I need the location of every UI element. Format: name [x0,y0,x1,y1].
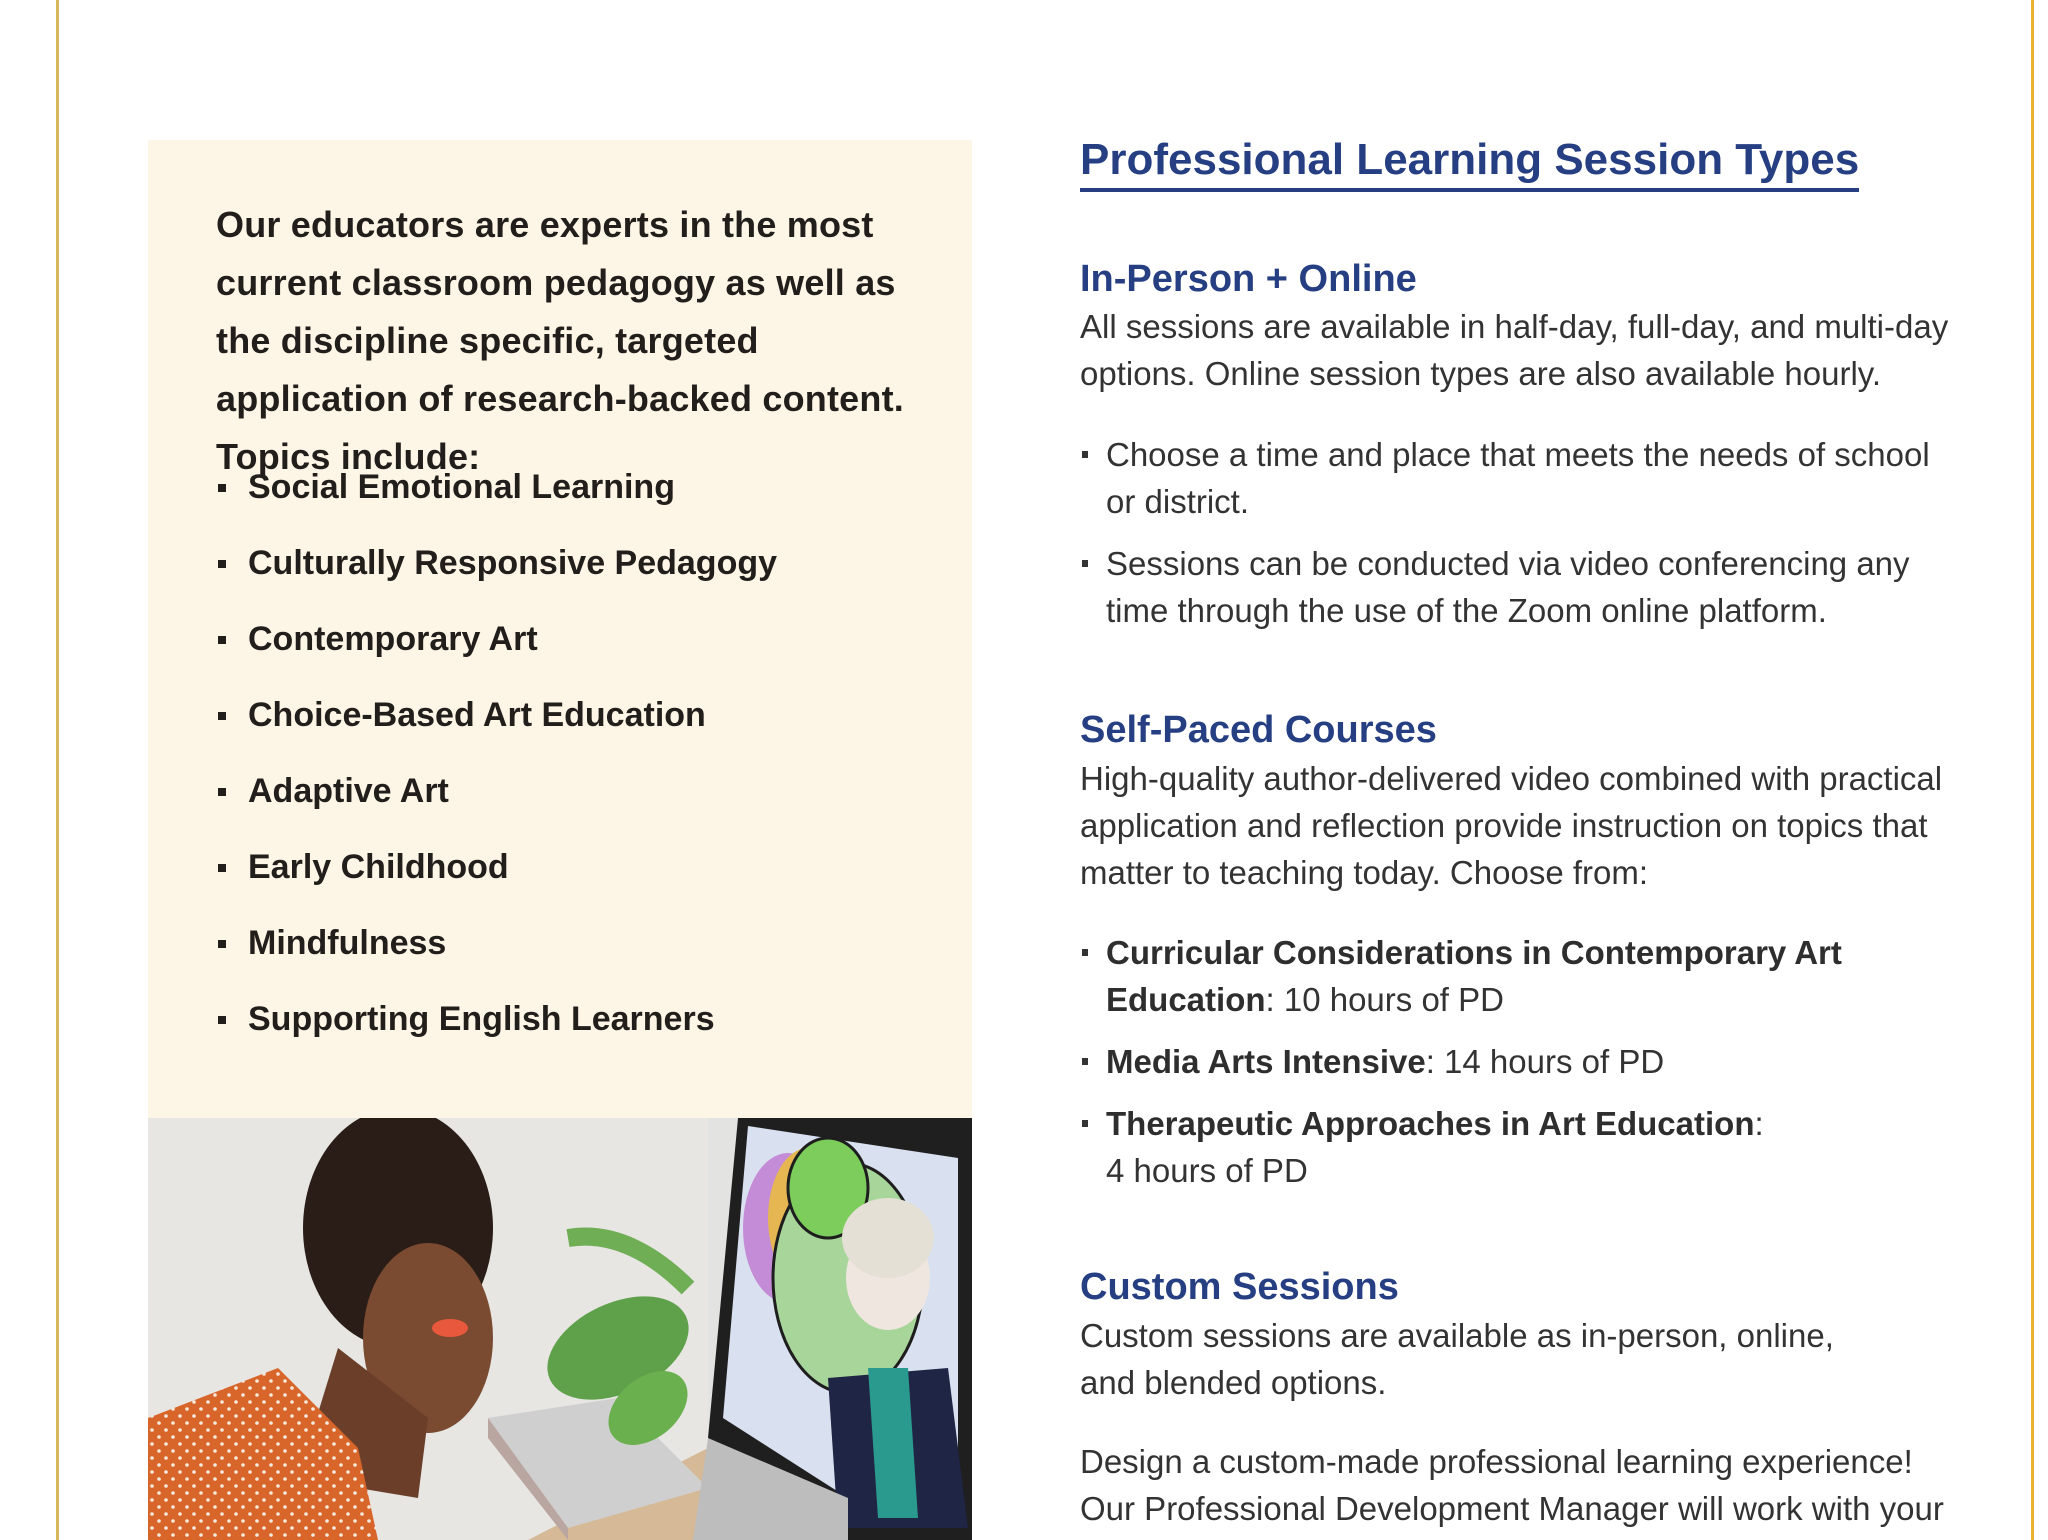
course-list [1080,929,1960,1209]
list-item: Sessions can be conducted via video conferencing any time through the use of the Zoom online platform. [1080,540,1960,634]
section-body: Custom sessions are available as in-person, online, and blended options. [1080,1317,1834,1401]
square-bullet-icon [218,484,226,492]
course-item: Curricular Considerations in Contemporary Art Education: 10 hours of PD [1080,929,1960,1023]
section-bullet-list [1080,431,1960,649]
square-bullet-icon [218,864,226,872]
online-learning-photo [148,1118,972,1540]
right-border-rule [2031,0,2034,1540]
section-body-continued: Design a custom-made professional learning experience! Our Professional Development Manager will work with your [1080,1443,1944,1527]
section-body: All sessions are available in half-day, full-day, and multi-day options. Online session types are also available hourly. [1080,308,1949,392]
topic-item: Choice-Based Art Education [216,694,936,770]
topic-item: Supporting English Learners [216,998,936,1074]
course-item: Media Arts Intensive: 14 hours of PD [1080,1038,1960,1085]
topics-panel [148,140,972,1118]
square-bullet-icon [1082,451,1088,458]
course-item: Therapeutic Approaches in Art Education: 4 hours of PD [1080,1100,1780,1194]
square-bullet-icon [218,712,226,720]
topic-item: Early Childhood [216,846,936,922]
topic-item: Adaptive Art [216,770,936,846]
square-bullet-icon [218,940,226,948]
square-bullet-icon [1082,560,1088,567]
topic-item: Mindfulness [216,922,936,998]
square-bullet-icon [1082,1058,1088,1065]
page-title: Professional Learning Session Types [1080,132,1859,192]
section-heading-in-person-online: In-Person + Online [1080,258,1417,300]
square-bullet-icon [218,788,226,796]
square-bullet-icon [1082,1120,1088,1127]
square-bullet-icon [1082,949,1088,956]
square-bullet-icon [218,636,226,644]
topic-item: Culturally Responsive Pedagogy [216,542,936,618]
topic-item: Social Emotional Learning [216,466,936,542]
panel-intro-text: Our educators are experts in the most current classroom pedagogy as well as the discipline specific, targeted application of research-backed content. Topics include: [216,204,904,477]
section-heading-self-paced-courses: Self-Paced Courses [1080,709,1437,751]
section-body: High-quality author-delivered video combined with practical application and reflection provide instruction on topics that matter to teaching today. Choose from: [1080,760,1943,891]
left-border-rule [56,0,59,1540]
square-bullet-icon [218,1016,226,1024]
section-heading-custom-sessions: Custom Sessions [1080,1266,1399,1308]
topic-item: Contemporary Art [216,618,936,694]
topics-list [216,466,936,1074]
list-item: Choose a time and place that meets the needs of school or district. [1080,431,1960,525]
square-bullet-icon [218,560,226,568]
